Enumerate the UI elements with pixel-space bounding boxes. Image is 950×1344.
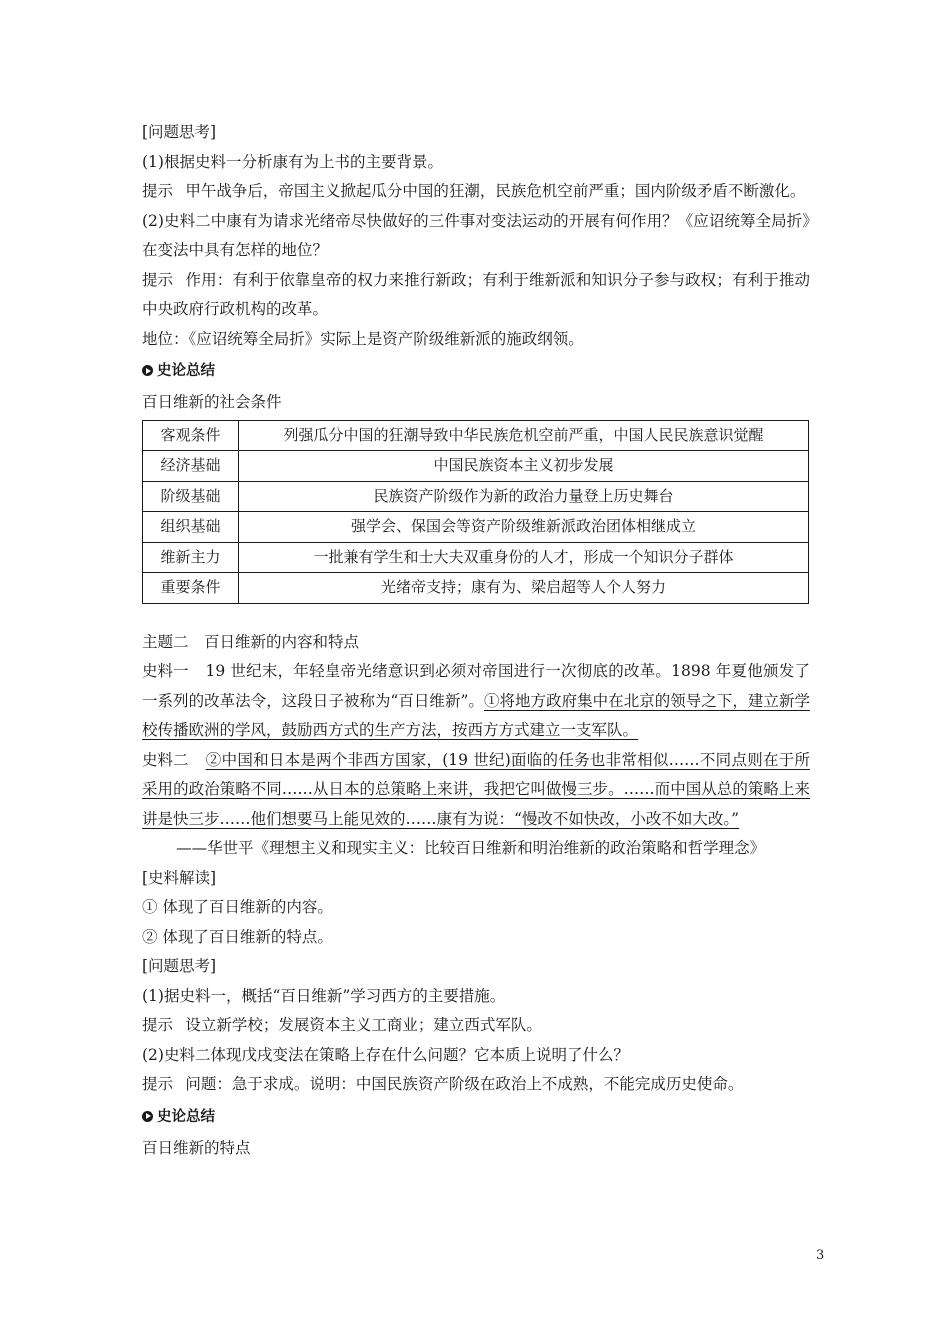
condition-desc-cell: 列强瓜分中国的狂潮导致中华民族危机空前严重，中国人民民族意识觉醒 <box>239 420 809 451</box>
condition-name-cell: 重要条件 <box>143 573 239 604</box>
condition-name-cell: 维新主力 <box>143 542 239 573</box>
theme-2-question-2: (2)史料二体现戊戌变法在策略上存在什么问题？它本质上说明了什么？ <box>142 1045 629 1064</box>
question-1: (1)根据史料一分析康有为上书的主要背景。 <box>142 152 443 171</box>
reading-heading: [史料解读] <box>142 868 217 887</box>
tip-label: 提示 <box>142 1016 174 1034</box>
condition-desc-cell: 光绪帝支持；康有为、梁启超等人个人努力 <box>239 573 809 604</box>
summary-heading-2 <box>142 1100 810 1134</box>
answer-1 <box>142 177 810 207</box>
reading-2: ② 体现了百日维新的特点。 <box>142 927 333 946</box>
theme-2-answer-1 <box>142 1011 810 1041</box>
condition-desc-cell: 民族资产阶级作为新的政治力量登上历史舞台 <box>239 481 809 512</box>
conditions-table <box>142 420 809 604</box>
source-1-text: 19 世纪末，年轻皇帝光绪意识到必须对帝国进行一次彻底的改革。1898 年夏他颁发了一系列的改革法令，这段日子被称为“百日维新”。 <box>142 662 810 710</box>
theme-2-answer-1-text: 设立新学校；发展资本主义工商业；建立西式军队。 <box>185 1016 542 1034</box>
condition-desc-cell: 中国民族资本主义初步发展 <box>239 451 809 482</box>
play-circle-icon <box>142 365 153 376</box>
reading-1: ① 体现了百日维新的内容。 <box>142 898 333 916</box>
source-attribution: ——华世平《理想主义和现实主义：比较百日维新和明治维新的政治策略和哲学理念》 <box>176 839 766 857</box>
summary-heading-1 <box>142 354 810 388</box>
source-1-underlined: ①将地方政府集中在北京的领导之下，建立新学校传播欧洲的学风，鼓励西方式的生产方法，按西方方式建立一支军队。 <box>142 691 810 739</box>
answer-2 <box>142 266 810 325</box>
page-content <box>142 118 810 1163</box>
source-2-underlined: ②中国和日本是两个非西方国家，(19 世纪)面临的任务也非常相似……不同点则在于所采用的政治策略不同……从日本的总策略上来讲，我把它叫做慢三步。……而中国从总的策略上来讲是快三步……他们想要马上能见效的……康有为说：“慢改不如快改，小改不如大改。” <box>142 750 810 828</box>
table-row <box>143 420 809 451</box>
table-row <box>143 542 809 573</box>
think-heading-2: [问题思考] <box>142 957 217 975</box>
table-title: 百日维新的社会条件 <box>142 393 282 411</box>
theme-2-answer-2-text: 问题：急于求成。说明：中国民族资产阶级在政治上不成熟，不能完成历史使命。 <box>185 1075 744 1093</box>
theme-2-answer-2 <box>142 1070 810 1100</box>
condition-desc-cell: 强学会、保国会等资产阶级维新派政治团体相继成立 <box>239 512 809 543</box>
tip-label: 提示 <box>142 270 174 289</box>
features-title: 百日维新的特点 <box>142 1138 251 1157</box>
condition-name-cell: 经济基础 <box>143 451 239 482</box>
source-1 <box>142 657 810 746</box>
theme-2-question-1: (1)据史料一，概括“百日维新”学习西方的主要措施。 <box>142 986 506 1005</box>
table-row <box>143 481 809 512</box>
condition-name-cell: 组织基础 <box>143 512 239 543</box>
source-1-label: 史料一 <box>142 662 189 680</box>
condition-desc-cell: 一批兼有学生和士大夫双重身份的人才，形成一个知识分子群体 <box>239 542 809 573</box>
source-2-label: 史料二 <box>142 750 189 769</box>
table-row <box>143 451 809 482</box>
tip-label: 提示 <box>142 182 174 200</box>
play-circle-icon <box>142 1111 153 1122</box>
page-number: 3 <box>816 1248 825 1263</box>
condition-name-cell: 阶级基础 <box>143 481 239 512</box>
answer-1-text: 甲午战争后，帝国主义掀起瓜分中国的狂潮，民族危机空前严重；国内阶级矛盾不断激化。 <box>185 182 806 200</box>
table-row <box>143 512 809 543</box>
source-2 <box>142 746 810 835</box>
summary-label: 史论总结 <box>157 363 215 379</box>
answer-2-text: 作用：有利于依靠皇帝的权力来推行新政；有利于维新派和知识分子参与政权；有利于推动中央政府行政机构的改革。 <box>142 270 810 318</box>
answer-2-position: 地位：《应诏统筹全局折》实际上是资产阶级维新派的施政纲领。 <box>142 329 584 348</box>
table-row <box>143 573 809 604</box>
summary-label: 史论总结 <box>157 1108 215 1125</box>
theme-2-title: 主题二 百日维新的内容和特点 <box>142 632 360 651</box>
question-2: (2)史料二中康有为请求光绪帝尽快做好的三件事对变法运动的开展有何作用？《应诏统筹全局折》在变法中具有怎样的地位？ <box>142 211 810 259</box>
condition-name-cell: 客观条件 <box>143 420 239 451</box>
tip-label: 提示 <box>142 1075 174 1093</box>
think-heading-1: [问题思考] <box>142 123 217 141</box>
